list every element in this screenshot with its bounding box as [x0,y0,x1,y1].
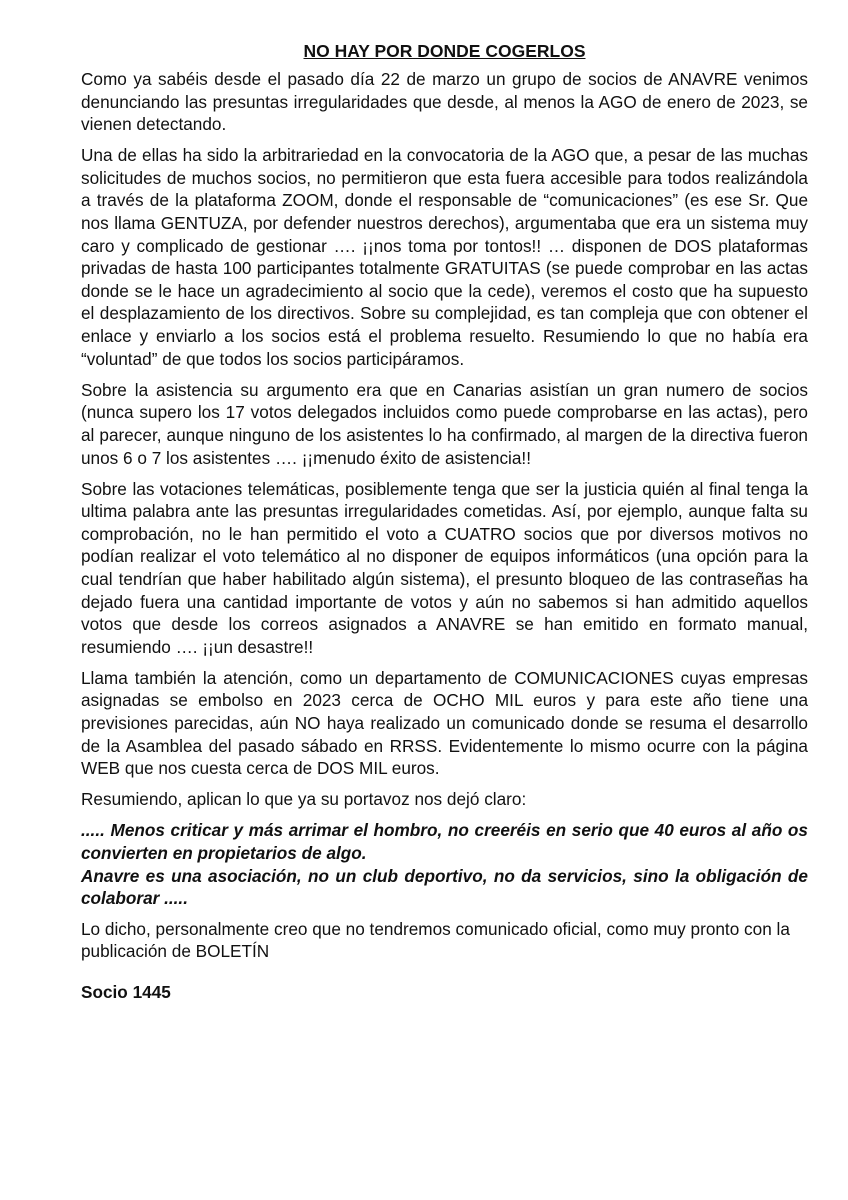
quote-line-1: ..... Menos criticar y más arrimar el hombro, no creeréis en serio que 40 euros al año os convierten en propietarios de algo. [81,820,808,863]
paragraph-zoom: Una de ellas ha sido la arbitrariedad en la convocatoria de la AGO que, a pesar de las muchas solicitudes de muchos socios, no permitieron que esta fuera accesible para todos realizándola a través de la plataforma ZOOM, donde el responsable de “comunicaciones” (es ese Sr. Que nos llama GENTUZA, por defender nuestros derechos), argumentaba que era un sistema muy caro y complicado de gestionar …. ¡¡nos toma por tontos!! … disponen de DOS plataformas privadas de hasta 100 participantes totalmente GRATUITAS (se puede comprobar en las actas donde se le hace un agradecimiento al socio que la cede), veremos el costo que ha supuesto el desplazamiento de los directivos. Sobre su complejidad, es tan compleja que con obtener el enlace y enviarlo a los socios está el problema resuelto. Resumiendo lo que no había era “voluntad” de que todos los socios participáramos. [81,145,808,369]
paragraph-intro: Como ya sabéis desde el pasado día 22 de marzo un grupo de socios de ANAVRE venimos denunciando las presuntas irregularidades que desde, al menos la AGO de enero de 2023, se vienen detectando. [81,69,808,135]
paragraph-communications: Llama también la atención, como un departamento de COMUNICACIONES cuyas empresas asignadas se embolso en 2023 cerca de OCHO MIL euros y para este año tiene una previsiones parecidas, aún NO haya realizado un comunicado donde se resuma el desarrollo de la Asamblea del pasado sábado en RRSS. Evidentemente lo mismo ocurre con la página WEB que nos cuesta cerca de DOS MIL euros. [81,667,808,779]
signature: Socio 1445 [81,981,171,1002]
paragraph-closing: Lo dicho, personalmente creo que no tendremos comunicado oficial, como muy pronto con la publicación de BOLETÍN [81,918,790,962]
paragraph-attendance: Sobre la asistencia su argumento era que en Canarias asistían un gran numero de socios (nunca supero los 17 votos delegados incluidos como puede comprobarse en las actas), pero al parecer, aunque ninguno de los asistentes lo ha confirmado, al margen de la directiva fueron unos 6 o 7 los asistentes …. ¡¡menudo éxito de asistencia!! [81,379,808,468]
spokesperson-quote [81,819,808,909]
quote-line-2: Anavre es una asociación, no un club deportivo, no da servicios, sino la obligación de colaborar ..... [81,865,808,909]
paragraph-voting: Sobre las votaciones telemáticas, posiblemente tenga que ser la justicia quién al final tenga la ultima palabra ante las presuntas irregularidades cometidas. Así, por ejemplo, aunque falta su comprobación, no le han permitido el voto a CUATRO socios que por diversos motivos no podían realizar el voto telemático al no disponer de equipos informáticos (una opción para la cual tendrían que haber habilitado algún sistema), el presunto bloqueo de las contraseñas ha dejado fuera una cantidad importante de votos y aún no sabemos si han admitido aquellos votos que desde los correos asignados a ANAVRE se han emitido en formato manual, resumiendo …. ¡¡un desastre!! [81,478,808,657]
document-title: NO HAY POR DONDE COGERLOS [303,41,586,61]
document-page [81,40,808,1003]
paragraph-summary: Resumiendo, aplican lo que ya su portavoz nos dejó claro: [81,789,527,810]
